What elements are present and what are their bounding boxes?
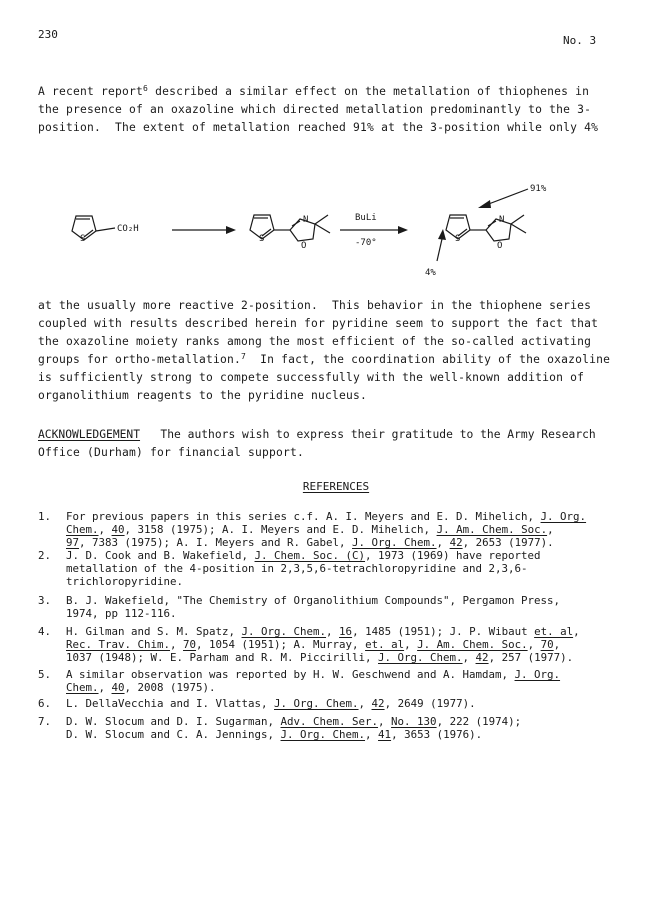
reagent-label: BuLi (355, 213, 377, 223)
yield-4-label: 4% (425, 268, 436, 278)
yield-91-label: 91% (530, 184, 547, 194)
paragraph-line: groups for ortho-metallation.$^7$ In fact, the coordination ability of the oxazoline (38, 352, 611, 366)
reference-item: 4. H. Gilman and S. M. Spatz, J. Org. Chem., 16, 1485 (1951); J. P. Wibaut et. al, Rec. Trav. Chim., 70, 1054 (1951); A. Murray, et. al, J. Am. Chem. Soc., 70, 1037 (1948); W. E. Parham and R. M. Piccirilli, J. Org. Chem., 42, 257 (1977). (38, 625, 580, 664)
paragraph-line: the presence of an oxazoline which directed metallation predominantly to the 3- (38, 103, 592, 116)
sulfur-atom-label: S (259, 234, 265, 244)
carboxylic-acid-label: CO₂H (117, 224, 139, 234)
acknowledgement-heading: ACKNOWLEDGEMENT (38, 428, 141, 441)
paragraph-line: position. The extent of metallation reached 91% at the 3-position while only 4% (38, 121, 599, 134)
reference-item: 3. B. J. Wakefield, "The Chemistry of Organolithium Compounds", Pergamon Press, 1974, pp 112-116. (38, 594, 561, 620)
reference-item: 2. J. D. Cook and B. Wakefield, J. Chem. Soc. (C), 1973 (1969) have reported metallation of the 4-position in 2,3,5,6-tetrachloropyridine and 2,3,6- trichloropyridine. (38, 549, 541, 588)
reaction-scheme (0, 175, 672, 285)
paragraph-line: coupled with results described herein for pyridine seem to support the fact that (38, 317, 599, 330)
sulfur-atom-label: S (455, 234, 461, 244)
arrow-91-percent (486, 189, 528, 205)
condition-label: -70° (355, 238, 377, 248)
oxygen-atom-label: O (301, 241, 307, 251)
reference-item: 6. L. DellaVecchia and I. Vlattas, J. Org. Chem., 42, 2649 (1977). (38, 697, 476, 710)
acknowledgement-line: Office (Durham) for financial support. (38, 446, 305, 459)
citation-superscript: 7 (241, 352, 247, 361)
nitrogen-atom-label: N (303, 215, 309, 225)
paragraph-line: is sufficiently strong to compete successfully with the well-known addition of (38, 371, 585, 384)
reference-item: 5. A similar observation was reported by H. W. Geschwend and A. Hamdam, J. Org. Chem., 40, 2008 (1975). (38, 668, 561, 694)
oxygen-atom-label: O (497, 241, 503, 251)
thiophene-carboxylic-acid-structure (72, 216, 115, 240)
reference-item: 7. D. W. Slocum and D. I. Sugarman, Adv. Chem. Ser., No. 130, 222 (1974); D. W. Slocum and C. A. Jennings, J. Org. Chem., 41, 3653 (1976). (38, 715, 522, 741)
reference-item: 1. For previous papers in this series c.f. A. I. Meyers and E. D. Mihelich, J. Org. Chem., 40, 3158 (1975); A. I. Meyers and E. D. Mihelich, J. Am. Chem. Soc., 97, 7383 (1975); A. I. Meyers and R. Gabel, J. Org. Chem., 42, 2653 (1977). (38, 510, 587, 549)
paragraph-line: at the usually more reactive 2-position. This behavior in the thiophene series (38, 299, 592, 312)
nitrogen-atom-label: N (499, 215, 505, 225)
paragraph-line: organolithium reagents to the pyridine nucleus. (38, 389, 368, 402)
citation-superscript: 6 (143, 84, 149, 93)
paragraph-line: A recent report$^6$ described a similar effect on the metallation of thiophenes in (38, 84, 590, 98)
issue-number: No. 3 (563, 34, 597, 47)
sulfur-atom-label: S (80, 234, 86, 244)
acknowledgement-line: ACKNOWLEDGEMENT The authors wish to express their gratitude to the Army Research (38, 428, 596, 441)
paragraph-line: the oxazoline moiety ranks among the most efficient of the so-called activating (38, 335, 592, 348)
references-title: REFERENCES (302, 480, 370, 493)
page-number: 230 (38, 28, 58, 41)
arrow-4-percent (437, 239, 442, 261)
